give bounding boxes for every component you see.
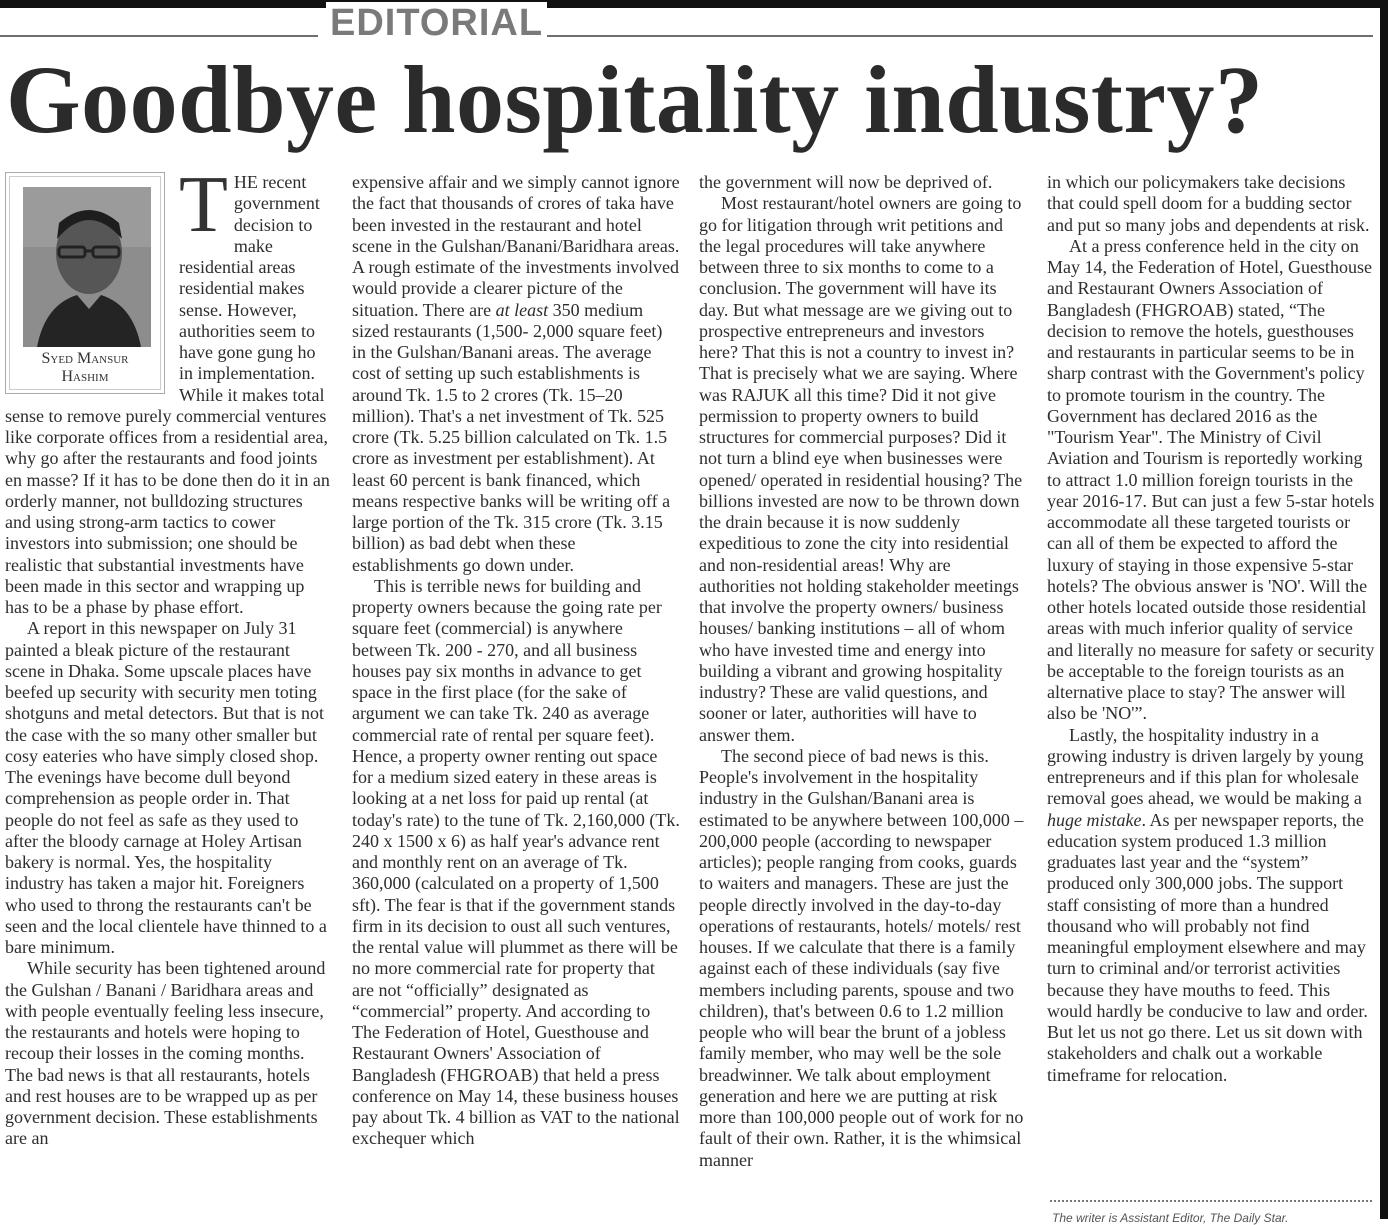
author-name: Syed Mansur Hashim: [41, 350, 129, 385]
article-column-1: [5, 172, 331, 1219]
drop-cap: T: [179, 172, 228, 249]
paragraph: in which our policymakers take decisions that could spell doom for a budding sector and put so many jobs and dependents at risk.: [1047, 172, 1370, 235]
author-portrait-photo: [23, 187, 151, 347]
paragraph: Lastly, the hospitality industry in a growing industry is driven largely by young entrepreneurs and if this plan for wholesale removal goes ahead, we would be making a huge mistake. As per newspaper reports, the education system produced 1.3 million graduates last year and the “system” produced only 300,000 jobs. The support staff consisting of more than a hundred thousand who will probably not find meaningful employment elsewhere and may turn to criminal and/or terrorist activities because they have mouths to feed. This would hardly be conducive to law and order. But let us not go there. Let us sit down with stakeholders and chalk out a workable timeframe for relocation.: [1047, 724, 1368, 1085]
paragraph: The second piece of bad news is this. People's involvement in the hospitality industry in the Gulshan/Banani area is estimated to be anywhere between 100,000 – 200,000 people (according to newspaper articles); people ranging from cooks, guards to waiters and managers. These are just the people directly involved in the day-to-day operations of restaurants, hotels/ motels/ rest houses. If we calculate that there is a family against each of these individuals (say five members including parents, spouse and two children), that's between 0.6 to 1.2 million people who will bear the brunt of a jobless family member, who may well be the sole breadwinner. We talk about employment generation and here we are putting at risk more than 100,000 people out of work for no fault of their own. Rather, it is the whimsical manner: [699, 745, 1024, 1170]
paragraph: the government will now be deprived of.: [699, 172, 993, 192]
page-edge: [1380, 0, 1388, 1219]
paragraph: Most restaurant/hotel owners are going to go for litigation through writ petitions and the legal procedures will take anywhere between three to six months to come to a conclusion. The government will have its day. But what message are we giving out to prospective entrepreneurs and investors here? That this is not a country to invest in? That is precisely what we are saying. Where was RAJUK all this time? Did it not give permission to property owners to build structures for commercial purposes? Did it not turn a blind eye when businesses were opened/ operated in residential housing? The billions invested are now to be thrown down the drain because it is now suddenly expeditious to zone the city into residential and non-residential areas! Why are authorities not holding stakeholder meetings that involve the property owners/ business houses/ banking institutions – all of whom who have invested time and energy into building a vibrant and growing hospitality industry? These are valid questions, and sooner or later, authorities will have to answer them.: [699, 193, 1023, 745]
paragraph: At a press conference held in the city on May 14, the Federation of Hotel, Guesthouse and Restaurant Owners Association of Bangladesh (FHGROAB) stated, “The decision to remove the hotels, guesthouses and restaurants in particular seems to be in sharp contrast with the Government's policy to promote tourism in the country. The Government has declared 2016 as the "Tourism Year". The Ministry of Civil Aviation and Tourism is reportedly working to attract 1.0 million foreign tourists in the year 2016-17. But can just a few 5-star hotels accommodate all these targeted tourists or can all of them be expected to afford the luxury of staying in those expensive 5-star hotels? The obvious answer is 'NO'. Will the other hotels located outside those residential areas with much inferior quality of service and literally no measure for safety or security be acceptable to the foreign tourists as an alternative place to stay? The answer will also be 'NO'”.: [1047, 235, 1375, 724]
kicker-rule-right: [527, 35, 1373, 37]
page-title: Goodbye hospitality industry?: [6, 46, 1264, 153]
paragraph: expensive affair and we simply cannot ignore the fact that thousands of crores of taka have been invested in the restaurant and hotel scene in the Gulshan/Banani/Baridhara areas. A rough estimate of the investments involved would provide a clearer picture of the situation. There are at least 350 medium sized restaurants (1,500- 2,000 square feet) in the Gulshan/Banani areas. The average cost of setting up such establishments is around Tk. 1.5 to 2 crores (Tk. 15–20 million). That's a net investment of Tk. 525 crore (Tk. 5.25 billion calculated on Tk. 1.5 crore as investment per establishment). At least 60 percent is bank financed, which means respective banks will be writing off a large portion of the Tk. 315 crore (Tk. 3.15 billion) as bad debt when these establishments go down under.: [352, 172, 680, 575]
article-column-4: [1047, 172, 1375, 1194]
author-footnote: The writer is Assistant Editor, The Daily Star.: [1052, 1211, 1289, 1225]
section-label: EDITORIAL: [326, 2, 547, 45]
paragraph: THE recent government decision to make residential areas residential makes sense. However, authorities seem to have gone gung ho in implementation. While it makes total sense to remove purely commercial ventures like corporate offices from a residential area, why go after the restaurants and food joints en masse? If it has to be done then do it in an orderly manner, not bulldozing structures and using strong-arm tactics to cower investors into submission; one should be realistic that substantial investments have been made in this sector and wrapping up has to be a phase by phase effort.: [5, 172, 330, 617]
article-column-2: [352, 172, 680, 1219]
paragraph: While security has been tightened around the Gulshan / Banani / Baridhara areas and with people eventually feeling less insecure, the restaurants and hotels were hoping to recoup their losses in the coming months. The bad news is that all restaurants, hotels and rest houses are to be wrapped up as per government decision. These establishments are an: [5, 958, 326, 1149]
top-border: [0, 0, 1388, 8]
kicker-rule-left: [0, 35, 318, 37]
author-box: [5, 172, 165, 394]
paragraph: This is terrible news for building and property owners because the going rate per square feet (commercial) is anywhere between Tk. 200 - 270, and all business houses pay six months in advance to get space in the first place (for the sake of argument we can take Tk. 240 as average commercial rate of rental per square feet). Hence, a property owner renting out space for a medium sized eatery in these areas is looking at a net loss for paid up rental (at today's rate) to the tune of Tk. 2,160,000 (Tk. 240 x 1500 x 6) as half year's advance rent and monthly rent on an average of Tk. 360,000 (calculated on a property of 1,500 sft). The fear is that if the government stands firm in its decision to oust all such ventures, the rental value will plummet as there will be no more commercial rate for property that are not “officially” designated as “commercial” property. And according to The Federation of Hotel, Guesthouse and Restaurant Owners' Association of Bangladesh (FHGROAB) that held a press conference on May 14, these business houses pay about Tk. 4 billion as VAT to the national exchequer which: [352, 575, 680, 1149]
article-column-3: [699, 172, 1027, 1219]
paragraph: A report in this newspaper on July 31 painted a bleak picture of the restaurant scene in Dhaka. Some upscale places have beefed up security with security men toting shotguns and metal detectors. But that is not the case with the so many other smaller but cosy eateries who have simply closed shop. The evenings have become dull beyond comprehension as people order in. That people do not feel as safe as they used to after the bloody carnage at Holey Artisan bakery is normal. Yes, the hospitality industry has taken a major hit. Foreigners who used to throng the restaurants can't be seen and the local clientele have thinned to a bare minimum.: [5, 618, 327, 957]
footer-divider: [1050, 1200, 1372, 1202]
